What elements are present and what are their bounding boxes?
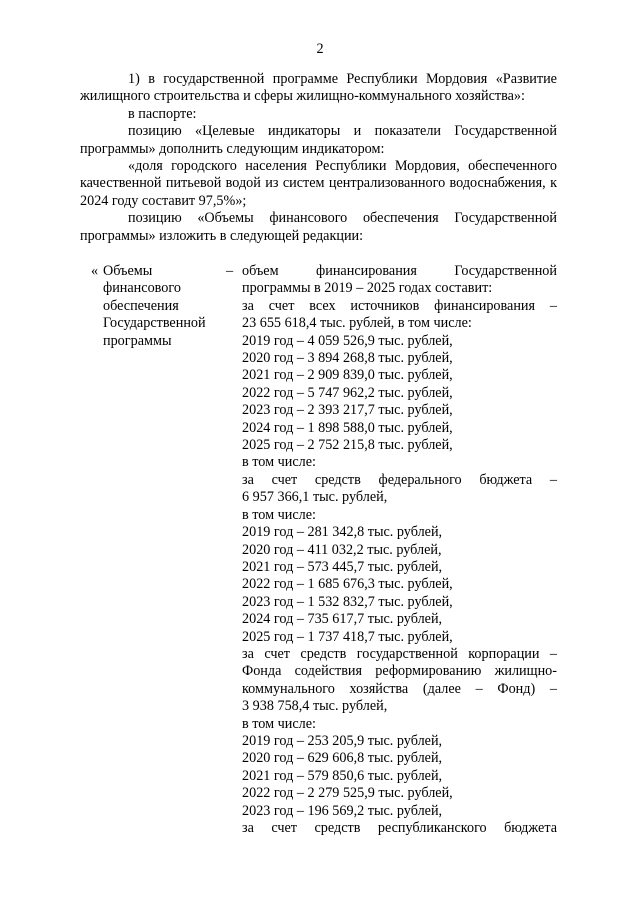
funding-line: 2022 год – 2 279 525,9 тыс. рублей, (242, 785, 453, 802)
funding-line: 2023 год – 1 532 832,7 тыс. рублей, (242, 593, 453, 610)
funding-label-line: программы (103, 332, 172, 349)
funding-line: программы в 2019 – 2025 годах составит: (242, 280, 493, 297)
open-quote: « (91, 263, 99, 279)
funding-line: в том числе: (242, 506, 316, 523)
funding-line: 23 655 618,4 тыс. рублей, в том числе: (242, 315, 472, 332)
funding-label-line: Государственной (103, 315, 206, 332)
separator-dash: – (226, 263, 234, 279)
funding-line: Фонда содействия реформированию жилищно- (242, 663, 557, 680)
funding-label-line: финансового (103, 280, 181, 297)
funding-label-line: обеспечения (103, 297, 179, 314)
funding-line: 2020 год – 411 032,2 тыс. рублей, (242, 541, 442, 558)
funding-line: 2022 год – 5 747 962,2 тыс. рублей, (242, 384, 453, 401)
funding-line: объем финансирования Государственной (242, 263, 557, 279)
funding-label-text (103, 263, 238, 350)
page-number: 2 (316, 41, 324, 57)
funding-line: 2020 год – 3 894 268,8 тыс. рублей, (242, 350, 453, 367)
funding-line: 2024 год – 735 617,7 тыс. рублей, (242, 611, 443, 628)
funding-line: за счет средств республиканского бюджета (242, 820, 557, 836)
funding-line: 2024 год – 1 898 588,0 тыс. рублей, (242, 419, 453, 436)
funding-line: 2022 год – 1 685 676,3 тыс. рублей, (242, 576, 453, 593)
funding-label-line: Объемы (103, 263, 153, 279)
funding-line: 2020 год – 629 606,8 тыс. рублей, (242, 750, 443, 767)
funding-line: 2019 год – 281 342,8 тыс. рублей, (242, 524, 443, 541)
funding-line: 2021 год – 573 445,7 тыс. рублей, (242, 558, 443, 575)
funding-line: в том числе: (242, 715, 316, 732)
funding-line: 2019 год – 253 205,9 тыс. рублей, (242, 732, 443, 749)
paragraph-passport: в паспорте: (128, 105, 197, 122)
paragraph-new-indicator: «доля городского населения Республики Мордовия, обеспеченного качественной питьевой водой из систем централизованного водоснабжения, к 2024 году составит 97,5%»; (80, 158, 557, 209)
intro-text (80, 71, 557, 245)
funding-line: 2019 год – 4 059 526,9 тыс. рублей, (242, 332, 453, 349)
funding-line: за счет средств федерального бюджета – (242, 471, 557, 488)
funding-line: 2023 год – 2 393 217,7 тыс. рублей, (242, 402, 453, 419)
funding-line: 3 938 758,4 тыс. рублей, (242, 698, 388, 715)
paragraph-item-1: 1) в государственной программе Республики Мордовия «Развитие жилищного строительства и сферы жилищно-коммунального хозяйства»: (80, 71, 557, 105)
funding-lines (242, 263, 557, 837)
funding-line: 2021 год – 579 850,6 тыс. рублей, (242, 767, 443, 784)
funding-line: 6 957 366,1 тыс. рублей, (242, 489, 388, 506)
funding-line: коммунального хозяйства (далее – Фонд) – (242, 680, 557, 697)
funding-line: 2023 год – 196 569,2 тыс. рублей, (242, 802, 443, 819)
paragraph-position-funding: позицию «Объемы финансового обеспечения Государственной программы» изложить в следующей редакции: (80, 210, 557, 244)
funding-line: за счет средств государственной корпорации – (242, 645, 557, 662)
funding-line: 2021 год – 2 909 839,0 тыс. рублей, (242, 367, 453, 384)
funding-line: 2025 год – 1 737 418,7 тыс. рублей, (242, 628, 453, 645)
funding-line: в том числе: (242, 454, 316, 471)
funding-line: 2025 год – 2 752 215,8 тыс. рублей, (242, 437, 453, 454)
funding-line: за счет всех источников финансирования – (242, 297, 557, 314)
paragraph-position-indicators: позицию «Целевые индикаторы и показатели Государственной программы» дополнить следующим индикатором: (80, 123, 557, 157)
